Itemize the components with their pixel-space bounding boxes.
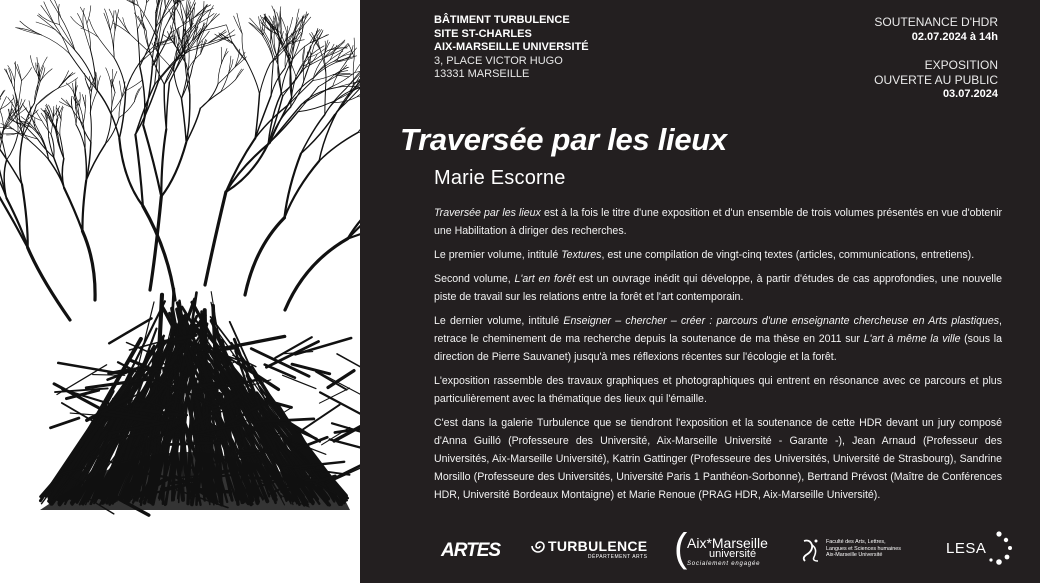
- branch-stroke: [189, 42, 217, 51]
- branch-stroke: [17, 28, 41, 35]
- volume-title: Enseigner – chercher – créer : parcours d'une enseignante chercheuse en Arts plastiques: [563, 315, 1000, 327]
- branch-stroke: [39, 14, 60, 25]
- branch-stroke: [85, 79, 91, 92]
- defense-date: 02.07.2024 à 14h: [911, 30, 998, 43]
- branch-stroke: [58, 78, 77, 88]
- branch-stroke: [7, 134, 18, 160]
- paragraph-text: , retrace le cheminement de ma recherche depuis la soutenance de ma thèse en 2011 sur: [434, 315, 1002, 345]
- branch-stroke: [325, 79, 326, 115]
- swirl-icon: [530, 539, 546, 553]
- branch-stroke: [55, 30, 75, 51]
- branch-stroke: [111, 87, 112, 112]
- branch-stroke: [111, 69, 112, 87]
- branch-stroke: [301, 115, 325, 154]
- paragraph-volume-1: [434, 246, 1002, 264]
- stick-stroke: [51, 418, 79, 428]
- branch-stroke: [126, 63, 140, 92]
- branch-stroke: [73, 109, 77, 125]
- branch-stroke: [20, 21, 42, 35]
- branch-stroke: [22, 68, 32, 81]
- partner-logos: [434, 526, 1004, 570]
- branch-stroke: [208, 30, 226, 43]
- exhibition-label-2: OUVERTE AU PUBLIC: [874, 72, 998, 87]
- branch-stroke: [41, 5, 54, 24]
- branch-stroke: [319, 133, 358, 161]
- branch-stroke: [134, 6, 137, 30]
- turbulence-name: TURBULENCE: [548, 538, 648, 554]
- branch-stroke: [174, 71, 182, 99]
- branch-stroke: [98, 37, 114, 58]
- branch-stroke: [110, 11, 114, 31]
- branch-stroke: [62, 159, 64, 188]
- branch-stroke: [291, 82, 304, 107]
- amu-name: Aix*Marseille: [687, 535, 768, 551]
- paragraph-text: est un ouvrage inédit qui développe, à partir d'études de cas approfondies, une nouvelle piste de travail sur les relations entre la forêt et l'art contemporain.: [434, 273, 1002, 303]
- branch-stroke: [193, 45, 199, 67]
- branch-stroke: [145, 0, 147, 3]
- branch-stroke: [221, 80, 236, 92]
- branch-stroke: [348, 196, 360, 239]
- branch-stroke: [64, 188, 82, 231]
- branch-stroke: [118, 0, 138, 6]
- branch-stroke: [36, 22, 55, 30]
- branch-stroke: [116, 0, 138, 6]
- branch-stroke: [96, 89, 119, 139]
- branch-stroke: [159, 55, 173, 71]
- branch-stroke: [61, 17, 75, 50]
- paragraph-exhibition: L'exposition rassemble des travaux graphiques et photographiques qui entrent en résonance avec ce parcours et plus particulièrement avec la thématique des lieux qui l'émaille.: [434, 375, 1002, 405]
- branch-stroke: [36, 88, 58, 105]
- branch-stroke: [105, 113, 111, 144]
- branch-stroke: [161, 143, 186, 197]
- branch-stroke: [143, 125, 161, 197]
- branch-stroke: [59, 102, 71, 108]
- paragraph-jury: C'est dans la galerie Turbulence que se tiendront l'exposition et la soutenance de cette HDR devant un jury composé d'Anna Guilló (Professeure des Université, Aix-Marseille Université - Garante -), Jean Arnaud (Professeur des Universités, Aix-Marseille Université), Katrin Gattinger (Professeure des Universités, Université de Strasbourg), Sandrine Morsillo (Professeure des Universités, Université Paris 1 Panthéon-Sorbonne), Bertrand Prévost (Maître de Conférences HDR, Université Bordeaux Montaigne) et Marie Renoue (PRAG HDR, Aix-Marseille Université).: [434, 417, 1002, 501]
- paragraph-intro: [434, 204, 1002, 240]
- branch-stroke: [3, 116, 16, 130]
- branch-stroke: [28, 248, 70, 320]
- title-italic: Traversée par les lieux: [434, 207, 541, 219]
- paragraph-volume-3: [434, 312, 1002, 366]
- branch-stroke: [284, 154, 301, 218]
- branch-stroke: [285, 239, 348, 310]
- venue-street: 3, PLACE VICTOR HUGO: [434, 54, 563, 67]
- paragraph-text: Second volume,: [434, 273, 515, 285]
- branch-stroke: [30, 141, 49, 160]
- branch-stroke: [20, 137, 23, 185]
- branch-stroke: [221, 47, 222, 63]
- turbulence-subtitle: DÉPARTEMENT ARTS: [587, 554, 648, 560]
- stick-stroke: [295, 338, 351, 354]
- branch-stroke: [87, 24, 91, 51]
- branch-stroke: [106, 68, 112, 88]
- branch-stroke: [226, 138, 255, 192]
- paragraph-volume-2: [434, 270, 1002, 306]
- branch-stroke: [232, 42, 247, 62]
- turbulence-logo: [530, 538, 647, 560]
- branch-stroke: [166, 82, 169, 129]
- branch-stroke: [83, 8, 84, 28]
- branch-stroke: [236, 69, 244, 80]
- branch-stroke: [304, 65, 310, 82]
- faculty-emblem-icon: [800, 537, 822, 563]
- branch-stroke: [164, 84, 166, 129]
- branch-stroke: [83, 97, 85, 107]
- branch-stroke: [182, 99, 187, 143]
- paragraph-text: Le dernier volume, intitulé: [434, 315, 564, 327]
- exhibition-date: 03.07.2024: [942, 88, 998, 100]
- branch-stroke: [331, 42, 345, 55]
- branch-stroke: [161, 129, 166, 197]
- branch-stroke: [337, 58, 353, 62]
- branch-stroke: [208, 37, 228, 43]
- branch-stroke: [1, 120, 8, 135]
- venue-site: SITE ST-CHARLES: [434, 27, 532, 40]
- branch-stroke: [36, 111, 42, 121]
- branch-stroke: [111, 91, 125, 113]
- branch-stroke: [237, 13, 242, 33]
- branch-stroke: [16, 108, 27, 116]
- branch-stroke: [175, 31, 176, 46]
- branch-stroke: [85, 149, 86, 181]
- venue-building: BÂTIMENT TURBULENCE: [434, 14, 570, 26]
- stick-stroke: [320, 392, 360, 423]
- stick-stroke: [58, 363, 118, 373]
- branch-stroke: [80, 92, 81, 106]
- paragraph-text: est à la fois le titre d'une exposition et d'un ensemble de trois volumes présentés en vue d'obtenir une Habilitation à diriger des recherches.: [434, 207, 1002, 237]
- branch-stroke: [218, 67, 235, 84]
- branch-stroke: [42, 121, 51, 135]
- paragraph-text: , est une compilation de vingt-cinq textes (articles, communications, entretiens).: [601, 249, 975, 261]
- branch-stroke: [134, 87, 141, 102]
- faculty-name: [826, 539, 901, 559]
- branch-stroke: [260, 63, 271, 94]
- paragraph-text: (sous la direction de Pierre Sauvanet) jusqu'à mes réflexions récentes sur l'écologie et la forêt.: [434, 333, 1002, 363]
- venue-city: 13331 MARSEILLE: [434, 68, 530, 80]
- faculty-line: Faculté des Arts, Lettres,: [826, 539, 886, 545]
- thesis-title: L'art à même la ville: [863, 333, 961, 345]
- branch-stroke: [82, 180, 86, 231]
- faculty-line: Aix-Marseille Université: [826, 552, 883, 559]
- branch-stroke: [83, 231, 96, 300]
- branch-stroke: [301, 115, 335, 154]
- branch-stroke: [45, 108, 50, 121]
- branch-stroke: [70, 54, 97, 89]
- venue-address: [434, 14, 589, 82]
- branch-stroke: [281, 18, 287, 35]
- event-dates: [874, 15, 998, 102]
- branch-stroke: [87, 6, 91, 24]
- paragraph-text: Le premier volume, intitulé: [434, 249, 562, 261]
- lesa-dots-icon: [966, 530, 1026, 570]
- exhibition-label: EXPOSITION: [924, 58, 998, 72]
- branch-stroke: [345, 48, 357, 64]
- branch-stroke: [119, 81, 122, 97]
- faculty-logo: [800, 537, 901, 568]
- branch-stroke: [287, 17, 292, 34]
- venue-university: AIX-MARSEILLE UNIVERSITÉ: [434, 41, 589, 53]
- artes-logo: ARTES: [441, 540, 501, 561]
- branch-stroke: [245, 218, 284, 295]
- stick-stroke: [223, 336, 285, 348]
- branch-stroke: [151, 0, 157, 6]
- branch-stroke: [205, 192, 226, 285]
- branch-stroke: [60, 120, 61, 137]
- amu-bracket-icon: (: [674, 526, 688, 570]
- stick-stroke: [233, 451, 258, 452]
- branch-stroke: [39, 57, 48, 76]
- artwork-panel: [0, 0, 360, 583]
- branch-stroke: [247, 61, 260, 94]
- branch-stroke: [200, 92, 221, 109]
- stick-stroke: [283, 375, 316, 388]
- branch-stroke: [193, 42, 198, 67]
- branch-hut-illustration: [0, 0, 360, 583]
- branch-stroke: [75, 50, 96, 89]
- branch-stroke: [137, 30, 139, 67]
- branch-stroke: [90, 113, 91, 142]
- description-body: [434, 204, 1002, 510]
- defense-label: SOUTENANCE D'HDR: [874, 15, 998, 29]
- amu-university: université: [709, 548, 757, 560]
- volume-title: L'art en forêt: [514, 273, 576, 285]
- branch-stroke: [84, 28, 91, 51]
- page-title: Traversée par les lieux: [400, 122, 727, 157]
- lesa-name: LESA: [946, 540, 987, 557]
- branch-stroke: [0, 108, 3, 130]
- branch-stroke: [42, 35, 70, 54]
- info-panel: [360, 0, 1040, 583]
- amu-tagline: Socialement engagée: [687, 561, 761, 567]
- branch-stroke: [114, 58, 125, 92]
- branch-stroke: [66, 83, 75, 96]
- branch-stroke: [83, 107, 85, 124]
- branch-stroke: [119, 102, 134, 118]
- faculty-line: Langues et Sciences humaines: [826, 545, 901, 552]
- branch-stroke: [226, 25, 232, 42]
- branch-stroke: [206, 14, 219, 27]
- branch-stroke: [182, 25, 194, 37]
- branch-stroke: [180, 0, 187, 19]
- branch-stroke: [337, 43, 349, 62]
- branch-stroke: [188, 47, 189, 70]
- volume-title: Textures: [561, 249, 602, 261]
- branch-stroke: [9, 68, 12, 83]
- author-name: Marie Escorne: [434, 167, 566, 189]
